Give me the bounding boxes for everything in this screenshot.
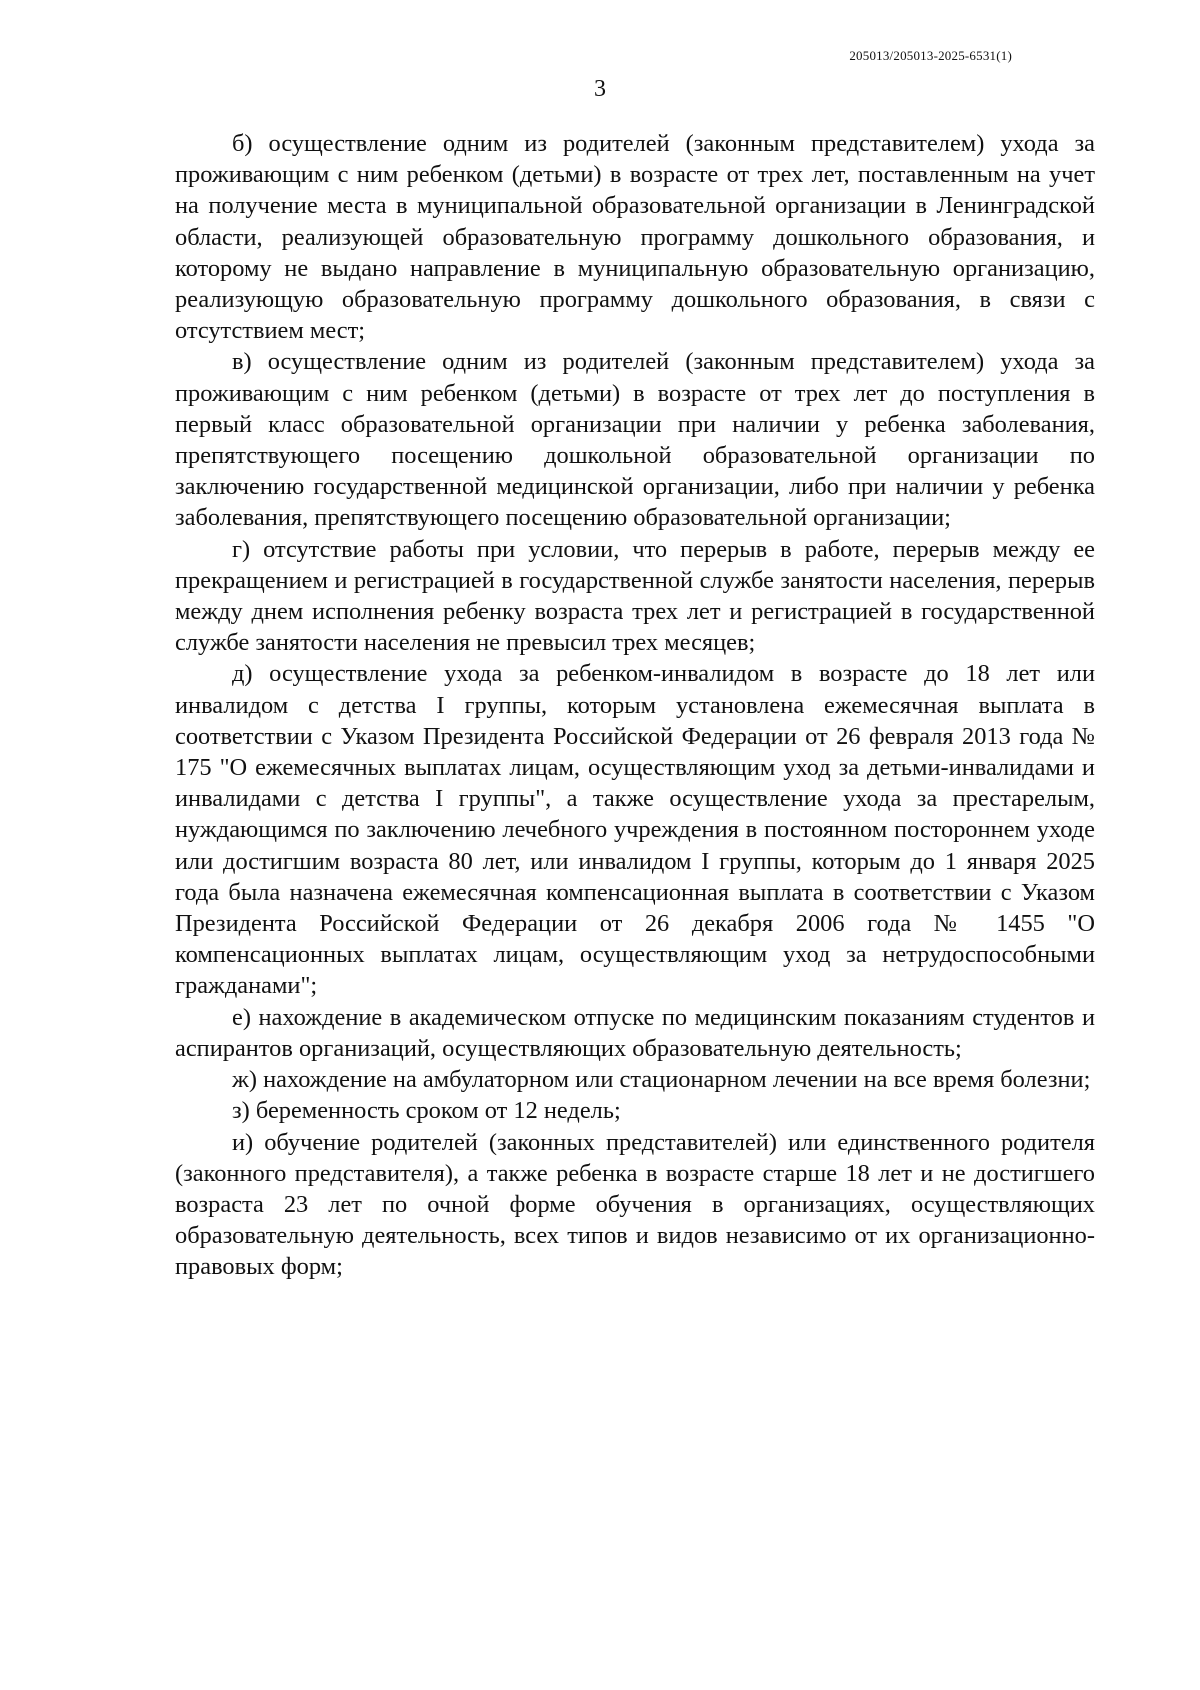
document-id: 205013/205013-2025-6531(1) [849,48,1012,63]
paragraph-v: в) осуществление одним из родителей (законным представителем) ухода за проживающим с ним ребенком (детьми) в возрасте от трех лет до поступления в первый класс образовательной организации при наличии у ребенка заболевания, препятствующего посещению дошкольной образовательной организации по заключению государственной медицинской организации, либо при наличии у ребенка заболевания, препятствующего посещению образовательной организации; [175,348,1095,532]
paragraph-e: е) нахождение в академическом отпуске по медицинским показаниям студентов и аспирантов организаций, осуществляющих образовательную деятельность; [175,1003,1095,1062]
paragraph-z: з) беременность сроком от 12 недель; [232,1097,621,1125]
paragraph-d: д) осуществление ухода за ребенком-инвалидом в возрасте до 18 лет или инвалидом с детства I группы, которым установлена ежемесячная выплата в соответствии с Указом Президента Российской Федерации от 26 февраля 2013 года № 175 "О ежемесячных выплатах лицам, осуществляющим уход за детьми-инвалидами и инвалидами с детства I группы", а также осуществление ухода за престарелым, нуждающимся по заключению лечебного учреждения в постоянном постороннем уходе или достигшим возраста 80 лет, или инвалидом I группы, которым до 1 января 2025 года была назначена ежемесячная компенсационная выплата в соответствии с Указом Президента Российской Федерации от 26 декабря 2006 года № 1455 "О компенсационных выплатах лицам, осуществляющим уход за нетрудоспособными гражданами"; [175,660,1095,1000]
document-body [175,128,1095,1283]
paragraph-g: г) отсутствие работы при условии, что перерыв в работе, перерыв между ее прекращением и регистрацией в государственной службе занятости населения, перерыв между днем исполнения ребенку возраста трех лет и регистрацией в государственной службе занятости населения не превысил трех месяцев; [175,535,1095,657]
paragraph-zh: ж) нахождение на амбулаторном или стационарном лечении на все время болезни; [232,1066,1091,1094]
page-number: 3 [594,76,606,102]
paragraph-i: и) обучение родителей (законных представителей) или единственного родителя (законного представителя), а также ребенка в возрасте старше 18 лет и не достигшего возраста 23 лет по очной форме обучения в организациях, осуществляющих образовательную деятельность, всех типов и видов независимо от их организационно-правовых форм; [175,1128,1095,1281]
paragraph-b: б) осуществление одним из родителей (законным представителем) ухода за проживающим с ним ребенком (детьми) в возрасте от трех лет, поставленным на учет на получение места в муниципальной образовательной организации в Ленинградской области, реализующей образовательную программу дошкольного образования, и которому не выдано направление в муниципальную образовательную организацию, реализующую образовательную программу дошкольного образования, в связи с отсутствием мест; [175,130,1095,345]
